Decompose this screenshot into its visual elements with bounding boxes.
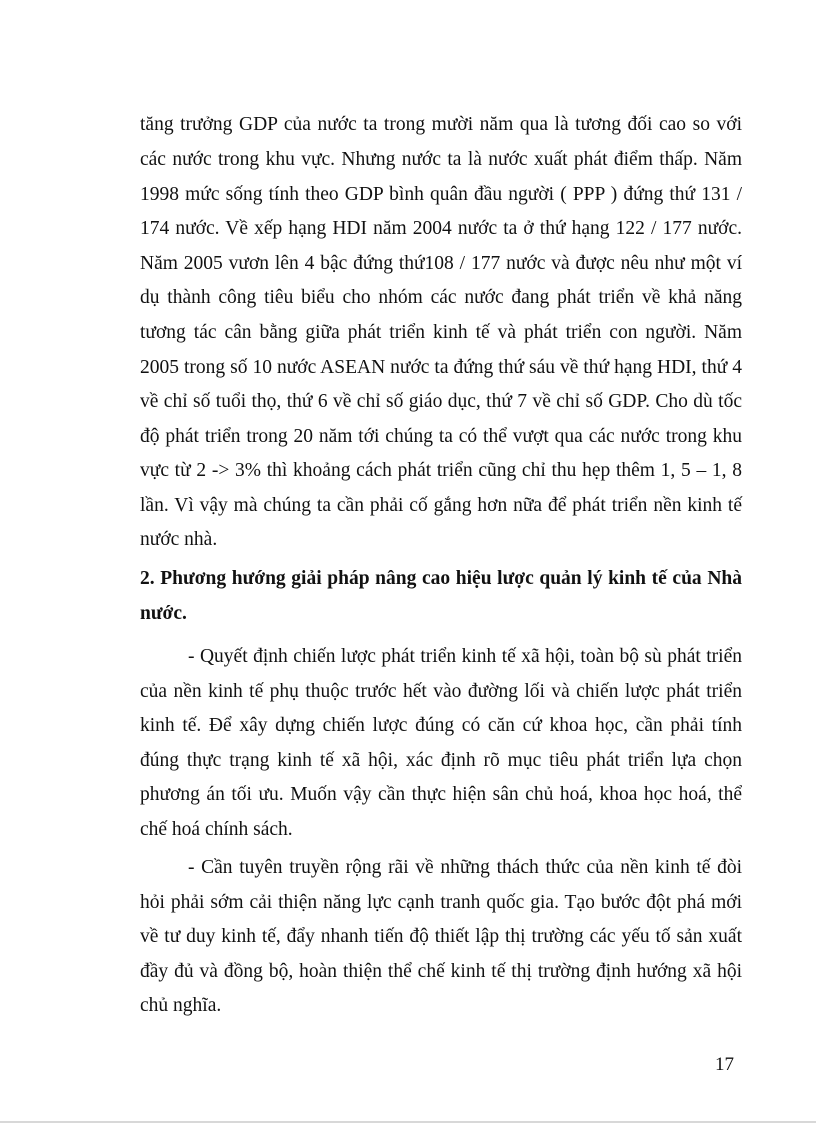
paragraph-1-line-13: nước nhà.	[140, 529, 218, 550]
section-heading-line-1: 2. Phương hướng giải pháp nâng cao hiệu lược quản lý kinh tế của Nhà	[140, 568, 742, 589]
paragraph-3-line-1: - Cần tuyên truyền rộng rãi về những thách thức của nền kinh tế đòi	[188, 857, 742, 878]
paragraph-2-line-2: của nền kinh tế phụ thuộc trước hết vào đường lối và chiến lược phát triển	[140, 681, 742, 702]
paragraph-1-line-5: Năm 2005 vươn lên 4 bậc đứng thứ108 / 177 nước và được nêu như một ví	[140, 253, 742, 274]
paragraph-1-line-10: độ phát triển trong 20 năm tới chúng ta có thể vượt qua các nước trong khu	[140, 426, 742, 447]
paragraph-3-line-5: chủ nghĩa.	[140, 995, 222, 1016]
section-heading-line-2: nước.	[140, 603, 187, 624]
paragraph-2-line-4: đúng thực trạng kinh tế xã hội, xác định rõ mục tiêu phát triển lựa chọn	[140, 750, 742, 771]
paragraph-3-line-3: về tư duy kinh tế, đẩy nhanh tiến độ thiết lập thị trường các yếu tố sản xuất	[140, 926, 742, 947]
paragraph-2-line-3: kinh tế. Để xây dựng chiến lược đúng có căn cứ khoa học, cần phải tính	[140, 715, 742, 736]
paragraph-1-line-4: 174 nước. Về xếp hạng HDI năm 2004 nước ta ở thứ hạng 122 / 177 nước.	[140, 218, 742, 239]
paragraph-1-line-9: về chỉ số tuổi thọ, thứ 6 về chỉ số giáo dục, thứ 7 về chỉ số GDP. Cho dù tốc	[140, 391, 742, 412]
paragraph-3-line-4: đầy đủ và đồng bộ, hoàn thiện thể chế kinh tế thị trường định hướng xã hội	[140, 961, 742, 982]
paragraph-2-line-5: phương án tối ưu. Muốn vậy cần thực hiện sân chủ hoá, khoa học hoá, thể	[140, 784, 742, 805]
paragraph-1-line-7: tương tác cân bằng giữa phát triển kinh tế và phát triển con người. Năm	[140, 322, 742, 343]
paragraph-1-line-6: dụ thành công tiêu biểu cho nhóm các nước đang phát triển về khả năng	[140, 287, 742, 308]
paragraph-1-line-8: 2005 trong số 10 nước ASEAN nước ta đứng thứ sáu về thứ hạng HDI, thứ 4	[140, 357, 742, 378]
page-number: 17	[715, 1054, 734, 1075]
paragraph-2-line-6: chế hoá chính sách.	[140, 819, 293, 840]
paragraph-2-line-1: - Quyết định chiến lược phát triển kinh tế xã hội, toàn bộ sù phát triển	[188, 646, 742, 667]
paragraph-1-line-1: tăng trưởng GDP của nước ta trong mười năm qua là tương đối cao so với	[140, 114, 742, 135]
paragraph-1-line-3: 1998 mức sống tính theo GDP bình quân đầu người ( PPP ) đứng thứ 131 /	[140, 184, 742, 205]
paragraph-1-line-2: các nước trong khu vực. Nhưng nước ta là nước xuất phát điểm thấp. Năm	[140, 149, 742, 170]
paragraph-1-line-11: vực từ 2 -> 3% thì khoảng cách phát triển cũng chỉ thu hẹp thêm 1, 5 – 1, 8	[140, 460, 742, 481]
paragraph-1-line-12: lần. Vì vậy mà chúng ta cần phải cố gắng hơn nữa để phát triển nền kinh tế	[140, 495, 742, 516]
paragraph-3-line-2: hỏi phải sớm cải thiện năng lực cạnh tranh quốc gia. Tạo bước đột phá mới	[140, 892, 742, 913]
